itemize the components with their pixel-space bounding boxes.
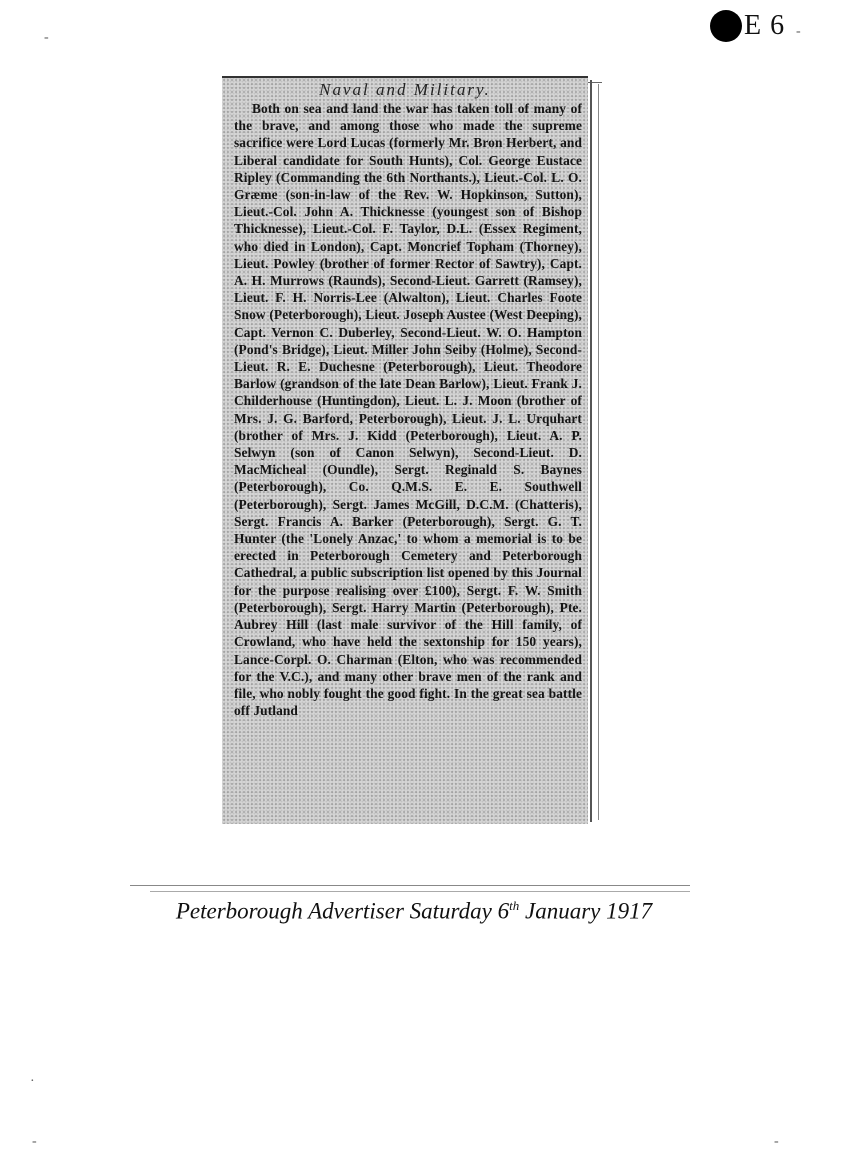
scan-speck: -	[44, 30, 49, 45]
scan-speck: ·	[30, 1074, 35, 1089]
caption-divider	[150, 891, 690, 892]
caption-text: Peterborough Advertiser Saturday 6	[175, 898, 510, 924]
scan-speck: -	[774, 1134, 779, 1149]
scan-speck: -	[32, 1134, 37, 1149]
clipping-article-text: Both on sea and land the war has taken toll of many of the brave, and among those who made the supreme sacrifice were Lord Lucas (formerly Mr. Bron Herbert, and Liberal candidate for South Hunts), Col. George Eustace Ripley (Commanding the 6th Northants.), Lieut.-Col. L. O. Græme (son-in-law of the Rev. W. Hopkinson, Sutton), Lieut.-Col. John A. Thicknesse (youngest son of Bishop Thicknesse), Lieut.-Col. F. Taylor, D.L. (Essex Regiment, who died in London), Capt. Moncrief Topham (Thorney), Lieut. Powley (brother of former Rector of Sawtry), Capt. A. H. Murrows (Raunds), Second-Lieut. Garrett (Ramsey), Lieut. F. H. Norris-Lee (Alwalton), Lieut. Charles Foote Snow (Peterborough), Lieut. Joseph Austee (West Deeping), Capt. Vernon C. Duberley, Second-Lieut. W. O. Hampton (Pond's Bridge), Lieut. Miller John Seiby (Holme), Second-Lieut. R. E. Duchesne (Peterborough), Lieut. Theodore Barlow (grandson of the late Dean Barlow), Lieut. Frank J. Childerhouse (Huntingdon), Lieut. L. J. Moon (brother of Mrs. J. G. Barford, Peterborough), Lieut. J. L. Urquhart (brother of Mrs. J. Kidd (Peterborough), Lieut. A. P. Selwyn (son of Canon Selwyn), Second-Lieut. D. MacMicheal (Oundle), Sergt. Reginald S. Baynes (Peterborough), Co. Q.M.S. E. E. Southwell (Peterborough), Sergt. James McGill, D.C.M. (Chatteris), Sergt. Francis A. Barker (Peterborough), Sergt. G. T. Hunter (the 'Lonely Anzac,' to whom a memorial is to be erected in Peterborough Cemetery and Peterborough Cathedral, a public subscription list opened by this Journal for the purpose realising over £100), Sergt. F. W. Smith (Peterborough), Sergt. Harry Martin (Peterborough), Pte. Aubrey Hill (last male survivor of the Hill family, of Crowland, who have held the sextonship for 150 years), Lance-Corpl. O. Charman (Elton, who was recommended for the V.C.), and many other brave men of the rank and file, who nobly fought the good fight. In the great sea battle off Jutland	[234, 101, 582, 719]
source-caption	[0, 898, 828, 925]
newspaper-clipping	[222, 76, 588, 824]
reference-dot-icon	[710, 10, 742, 42]
reference-label: E 6	[744, 10, 786, 41]
caption-divider	[130, 885, 690, 886]
caption-superscript: th	[509, 898, 520, 913]
clipping-headline: Naval and Military.	[319, 80, 491, 99]
document-reference-marker	[710, 10, 785, 42]
caption-date: January 1917	[519, 898, 653, 924]
clipping-column-rule	[598, 84, 599, 820]
scan-speck: -	[796, 24, 801, 39]
clipping-column-rule	[590, 80, 592, 822]
